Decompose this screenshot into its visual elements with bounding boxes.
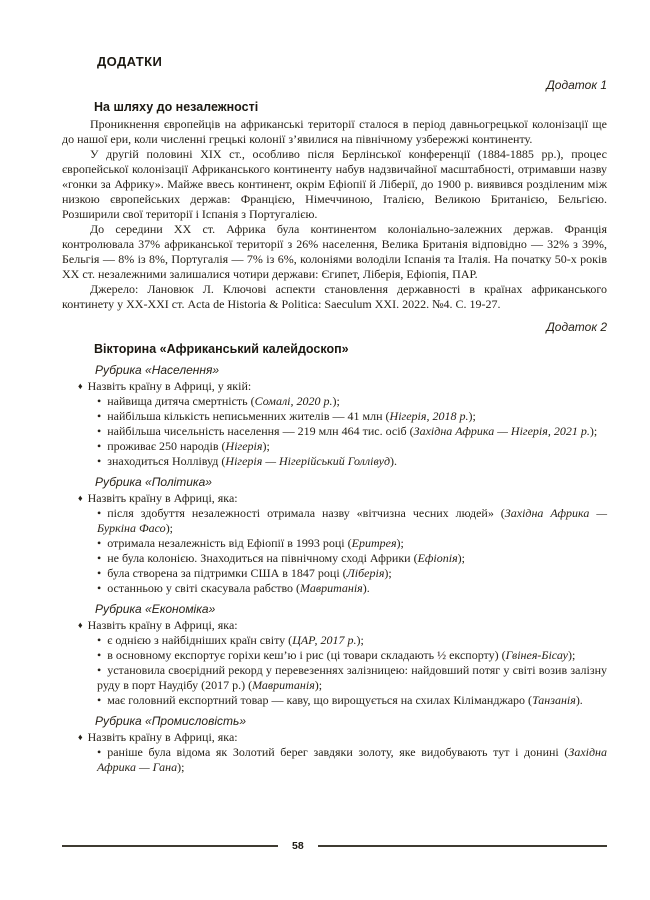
item-answer: Еритрея bbox=[351, 536, 397, 550]
item-tail: ). bbox=[575, 693, 583, 707]
item-answer: Нігерія bbox=[225, 439, 263, 453]
dot-bullet-icon: • bbox=[97, 693, 102, 707]
item-tail: ). bbox=[390, 454, 398, 468]
question-item bbox=[78, 379, 607, 394]
item-text: не була колонією. Знаходиться на північному сході Африки ( bbox=[107, 551, 418, 565]
dot-bullet-icon: • bbox=[97, 409, 102, 423]
item-text: установила своєрідний рекорд у перевезеннях залізницею: найдовший потяг у світі возив залізну руду в порт Наудібу (2017 р.) ( bbox=[97, 663, 607, 692]
item-text: останньою у світі скасувала рабство ( bbox=[107, 581, 301, 595]
item-tail: ); bbox=[262, 439, 270, 453]
item-answer: Ліберія bbox=[346, 566, 385, 580]
diamond-bullet-icon: ♦ bbox=[78, 381, 83, 391]
dot-bullet-icon: • bbox=[97, 745, 102, 759]
item-text: отримала незалежність від Ефіопії в 1993 році ( bbox=[107, 536, 352, 550]
item-text: є однією з найбідніших країн світу ( bbox=[107, 633, 293, 647]
appendix-1 bbox=[62, 78, 607, 312]
item-answer: Західна Африка — Нігерія, 2021 р. bbox=[413, 424, 590, 438]
item-text: після здобуття незалежності отримала назву «вітчизна чесних людей» ( bbox=[107, 506, 505, 520]
item-tail: ). bbox=[362, 581, 370, 595]
page-number: 58 bbox=[292, 840, 304, 852]
page-title: ДОДАТКИ bbox=[97, 54, 163, 69]
footer-rule-left bbox=[62, 845, 278, 847]
quiz-item bbox=[97, 663, 607, 693]
item-answer: Західна Африка — Буркіна Фасо bbox=[97, 506, 607, 535]
item-tail: ); bbox=[568, 648, 576, 662]
item-answer: Мавританія bbox=[300, 581, 363, 595]
dot-bullet-icon: • bbox=[97, 454, 102, 468]
item-text: проживає 250 народів ( bbox=[107, 439, 226, 453]
quiz-item bbox=[97, 566, 607, 581]
item-tail: ); bbox=[332, 394, 340, 408]
item-text: раніше була відома як Золотий берег завдяки золоту, яке видобувають тут і донині ( bbox=[107, 745, 569, 759]
quiz-item bbox=[97, 409, 607, 424]
quiz-item bbox=[97, 506, 607, 536]
paragraph: Проникнення європейців на африканські території сталося в період давньогрецької колонізації ще до нашої ери, коли численні грецькі колонії з’явилися на північному узбережжі континенту. bbox=[62, 117, 607, 146]
item-tail: ); bbox=[314, 678, 323, 692]
dot-bullet-icon: • bbox=[97, 648, 102, 662]
dot-bullet-icon: • bbox=[97, 506, 102, 520]
item-text: має головний експортний товар — каву, що вирощується на схилах Кіліманджаро ( bbox=[107, 693, 533, 707]
dot-bullet-icon: • bbox=[97, 394, 102, 408]
question-text: Назвіть країну в Африці, яка: bbox=[87, 730, 238, 744]
question-item bbox=[78, 730, 607, 745]
paragraph: У другій половині XIX ст., особливо після Берлінської конференції (1884-1885 рр.), процес європейської колонізації Африканського континенту набув надзвичайної масштабності, отримавши назву «гонки за Африку». Майже ввесь континент, окрім Ефіопії й Ліберії, до 1900 р. виявився розділеним між низкою європейських держав: Францією, Німеччиною, Італією, Великою Британією, Бельгією. Розширили свої території і Іспанія з Португалією. bbox=[62, 147, 607, 221]
quiz-item bbox=[97, 581, 607, 596]
quiz-item bbox=[97, 745, 607, 775]
paragraph: До середини XX ст. Африка була континентом колоніально-залежних держав. Франція контролювала 37% африканської території з 26% населення, Велика Британія відповідно — 32% з 39%, Бельгія — 8% із 8%, Португалія — 7% із 6%, колоніями володіли Іспанія та Італія. На початку 50-х років XX ст. незалежними залишалися чотири держави: Єгипет, Ліберія, Ефіопія, ПАР. bbox=[62, 222, 607, 281]
item-text: була створена за підтримки США в 1847 році ( bbox=[107, 566, 347, 580]
question-item bbox=[78, 491, 607, 506]
dot-bullet-icon: • bbox=[97, 581, 102, 595]
dot-bullet-icon: • bbox=[97, 663, 102, 677]
source-note: Джерело: Лановюк Л. Ключові аспекти становлення державності в країнах африканського континету у XX-XXI ст. Acta de Historia & Politica: Saeculum XXI. 2022. №4. С. 19-27. bbox=[62, 282, 607, 311]
quiz-item bbox=[97, 454, 607, 469]
appendix2-heading: Вікторина «Африканський калейдоскоп» bbox=[94, 342, 349, 356]
quiz-item bbox=[97, 633, 607, 648]
rubric-heading: Рубрика «Промисловість» bbox=[95, 714, 247, 728]
rubric-heading: Рубрика «Населення» bbox=[95, 363, 220, 377]
appendix1-label: Додаток 1 bbox=[546, 78, 607, 92]
dot-bullet-icon: • bbox=[97, 633, 102, 647]
dot-bullet-icon: • bbox=[97, 536, 102, 550]
diamond-bullet-icon: ♦ bbox=[78, 620, 83, 630]
item-tail: ); bbox=[177, 760, 185, 774]
item-text: найвища дитяча смертність ( bbox=[107, 394, 255, 408]
item-tail: ); bbox=[384, 566, 392, 580]
dot-bullet-icon: • bbox=[97, 551, 102, 565]
quiz-item bbox=[97, 394, 607, 409]
item-text: найбільша кількість неписьменних жителів — 41 млн ( bbox=[107, 409, 390, 423]
page-footer bbox=[62, 841, 607, 852]
appendix1-heading: На шляху до незалежності bbox=[94, 100, 259, 114]
item-text: в основному експортує горіхи кеш’ю і рис (ці товари складають ½ експорту) ( bbox=[107, 648, 506, 662]
quiz-item bbox=[97, 693, 607, 708]
question-item bbox=[78, 618, 607, 633]
item-answer: Нігерія — Нігерійський Голлівуд bbox=[225, 454, 391, 468]
item-text: найбільша чисельність населення — 219 млн 464 тис. осіб ( bbox=[107, 424, 414, 438]
item-tail: ); bbox=[457, 551, 466, 565]
question-text: Назвіть країну в Африці, у якій: bbox=[87, 379, 252, 393]
appendix2-label: Додаток 2 bbox=[546, 320, 607, 334]
item-answer: Ефіопія bbox=[417, 551, 458, 565]
item-tail: ); bbox=[356, 633, 364, 647]
quiz-item bbox=[97, 424, 607, 439]
item-tail: ); bbox=[165, 521, 174, 535]
question-text: Назвіть країну в Африці, яка: bbox=[87, 491, 238, 505]
quiz-item bbox=[97, 439, 607, 454]
item-answer: ЦАР, 2017 р. bbox=[292, 633, 357, 647]
item-tail: ); bbox=[468, 409, 476, 423]
dot-bullet-icon: • bbox=[97, 566, 102, 580]
item-text: знаходиться Ноллівуд ( bbox=[107, 454, 226, 468]
quiz-item bbox=[97, 648, 607, 663]
diamond-bullet-icon: ♦ bbox=[78, 732, 83, 742]
appendix-2 bbox=[62, 320, 607, 775]
item-answer: Нігерія, 2018 р. bbox=[389, 409, 469, 423]
quiz-item bbox=[97, 536, 607, 551]
item-answer: Західна Африка — Гана bbox=[97, 745, 607, 774]
item-tail: ); bbox=[589, 424, 598, 438]
diamond-bullet-icon: ♦ bbox=[78, 493, 83, 503]
item-tail: ); bbox=[396, 536, 404, 550]
footer-rule-right bbox=[318, 845, 607, 847]
item-answer: Мавританія bbox=[252, 678, 315, 692]
item-answer: Сомалі, 2020 р. bbox=[254, 394, 333, 408]
rubric-heading: Рубрика «Економіка» bbox=[95, 602, 216, 616]
item-answer: Гвінея-Бісау bbox=[505, 648, 568, 662]
quiz-item bbox=[97, 551, 607, 566]
dot-bullet-icon: • bbox=[97, 424, 102, 438]
rubric-heading: Рубрика «Політика» bbox=[95, 475, 212, 489]
item-answer: Танзанія bbox=[532, 693, 576, 707]
dot-bullet-icon: • bbox=[97, 439, 102, 453]
question-text: Назвіть країну в Африці, яка: bbox=[87, 618, 238, 632]
